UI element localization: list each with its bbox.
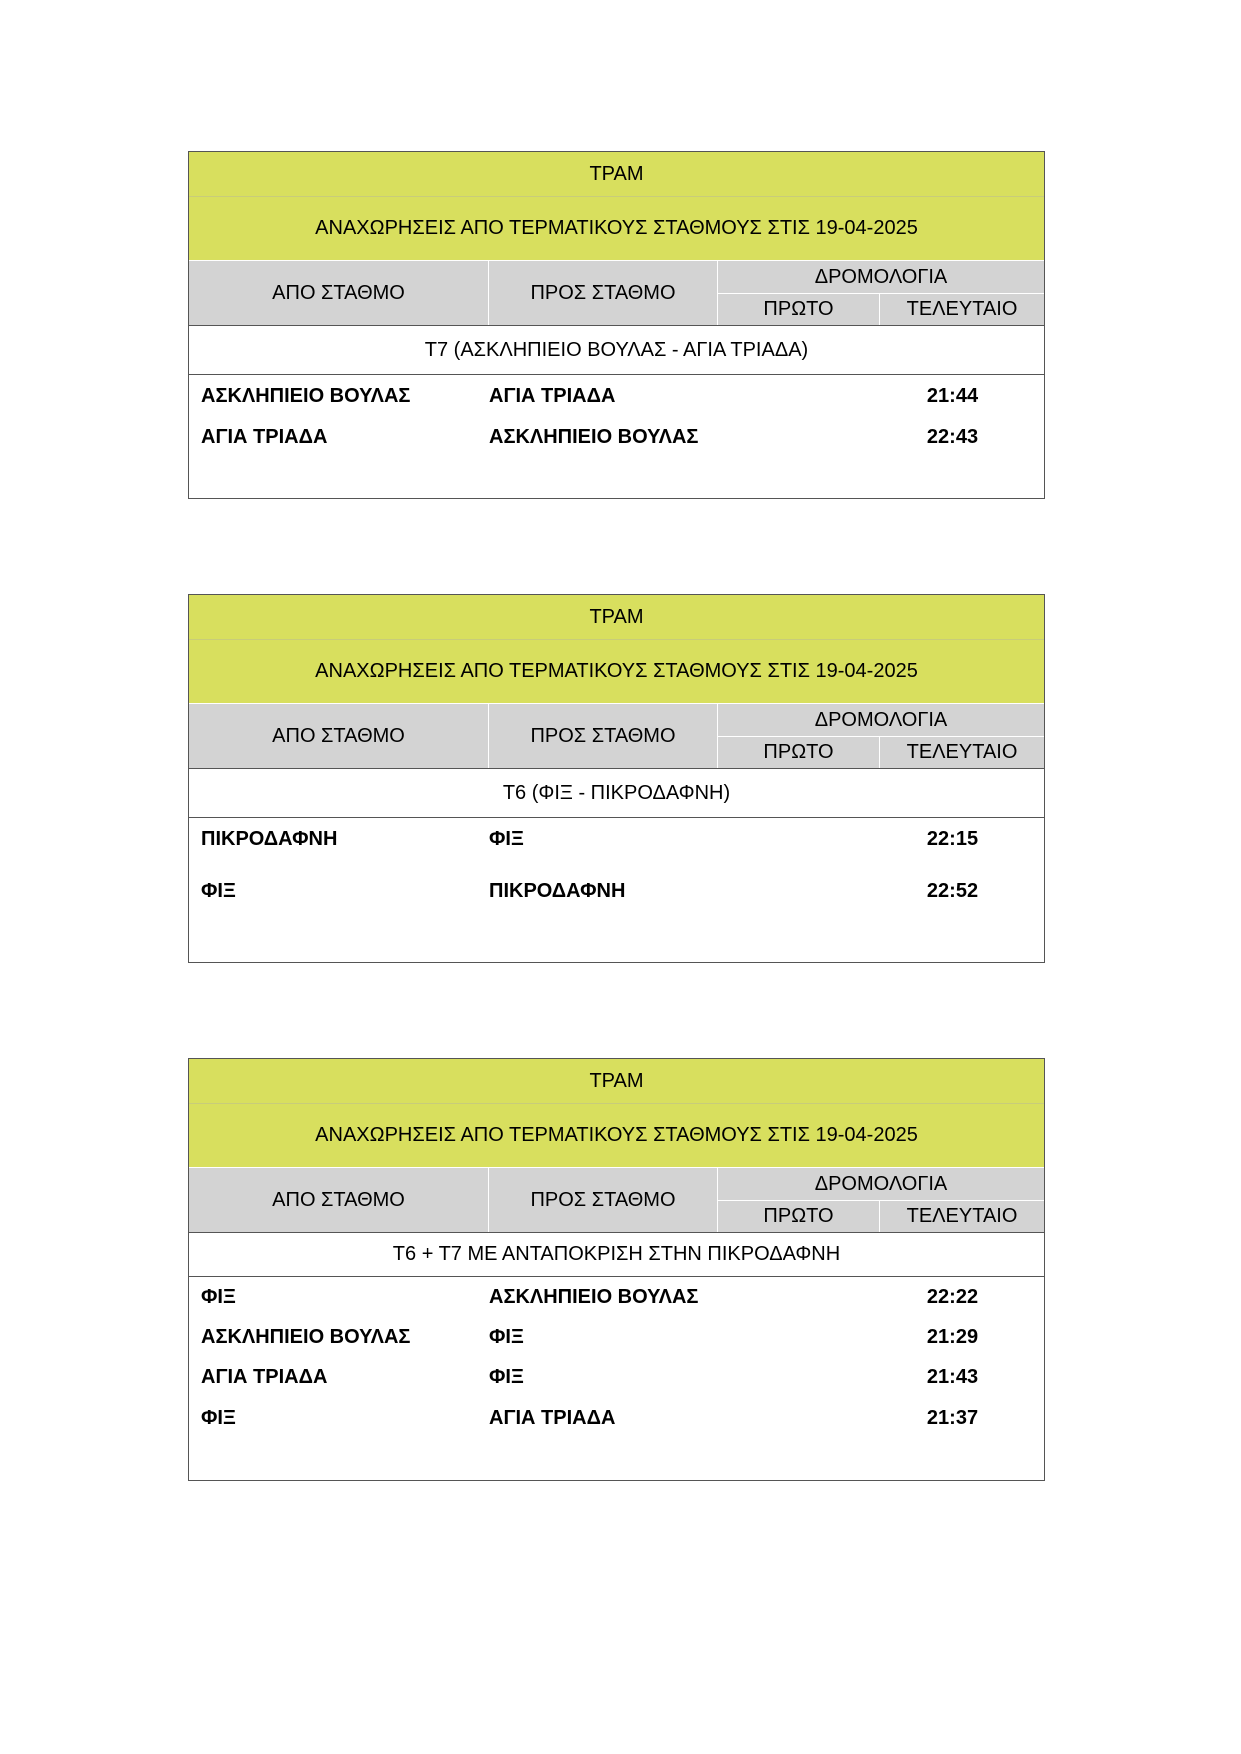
row-to: ΑΣΚΛΗΠΙΕΙΟ ΒΟΥΛΑΣ (489, 1285, 699, 1308)
table-row (189, 1317, 1044, 1357)
col-header-routes-group (718, 261, 1044, 325)
table-subtitle: ΑΝΑΧΩΡΗΣΕΙΣ ΑΠΟ ΤΕΡΜΑΤΙΚΟΥΣ ΣΤΑΘΜΟΥΣ ΣΤΙΣ 19-04-2025 (189, 197, 1044, 260)
row-last: 22:22 (926, 1285, 979, 1308)
col-header-to: ΠΡΟΣ ΣΤΑΘΜΟ (489, 261, 718, 325)
row-from: ΦΙΞ (201, 879, 236, 902)
route-name: Τ6 + Τ7 ΜΕ ΑΝΤΑΠΟΚΡΙΣΗ ΣΤΗΝ ΠΙΚΡΟΔΑΦΝΗ (189, 1232, 1044, 1277)
col-header-routes: ΔΡΟΜΟΛΟΓΙΑ (718, 1168, 1044, 1201)
table-subtitle: ΑΝΑΧΩΡΗΣΕΙΣ ΑΠΟ ΤΕΡΜΑΤΙΚΟΥΣ ΣΤΑΘΜΟΥΣ ΣΤΙΣ 19-04-2025 (189, 1104, 1044, 1167)
row-to: ΑΣΚΛΗΠΙΕΙΟ ΒΟΥΛΑΣ (489, 425, 699, 448)
row-to: ΑΓΙΑ ΤΡΙΑΔΑ (489, 384, 616, 407)
row-to: ΠΙΚΡΟΔΑΦΝΗ (489, 879, 626, 902)
row-to: ΦΙΞ (489, 827, 524, 850)
route-name: Τ6 (ΦΙΞ - ΠΙΚΡΟΔΑΦΝΗ) (189, 768, 1044, 818)
table-body (189, 818, 1044, 962)
col-header-routes-group (718, 1168, 1044, 1232)
table-body (189, 375, 1044, 498)
row-last: 21:44 (926, 384, 979, 407)
col-header-first: ΠΡΩΤΟ (718, 1201, 880, 1232)
row-last: 22:15 (926, 827, 979, 850)
table-row (189, 417, 1044, 457)
route-name: Τ7 (ΑΣΚΛΗΠΙΕΙΟ ΒΟΥΛΑΣ - ΑΓΙΑ ΤΡΙΑΔΑ) (189, 325, 1044, 375)
table-row (189, 1277, 1044, 1317)
col-header-first: ΠΡΩΤΟ (718, 737, 880, 768)
row-from: ΑΣΚΛΗΠΙΕΙΟ ΒΟΥΛΑΣ (201, 384, 411, 407)
col-header-from: ΑΠΟ ΣΤΑΘΜΟ (189, 1168, 489, 1232)
row-last: 22:43 (926, 425, 979, 448)
row-from: ΑΓΙΑ ΤΡΙΑΔΑ (201, 1366, 328, 1388)
col-header-last: ΤΕΛΕΥΤΑΙΟ (906, 741, 1018, 763)
col-header-routes: ΔΡΟΜΟΛΟΓΙΑ (718, 261, 1044, 294)
table-subtitle: ΑΝΑΧΩΡΗΣΕΙΣ ΑΠΟ ΤΕΡΜΑΤΙΚΟΥΣ ΣΤΑΘΜΟΥΣ ΣΤΙΣ 19-04-2025 (189, 640, 1044, 703)
col-header-from: ΑΠΟ ΣΤΑΘΜΟ (189, 704, 489, 768)
table-row (189, 375, 1044, 417)
row-from: ΦΙΞ (201, 1406, 236, 1429)
col-header-to: ΠΡΟΣ ΣΤΑΘΜΟ (489, 1168, 718, 1232)
row-from: ΑΣΚΛΗΠΙΕΙΟ ΒΟΥΛΑΣ (201, 1325, 411, 1348)
table-row (189, 860, 1044, 922)
row-last: 21:29 (926, 1325, 979, 1348)
table-title: ΤΡΑΜ (189, 595, 1044, 640)
col-header-routes: ΔΡΟΜΟΛΟΓΙΑ (718, 704, 1044, 737)
schedule-table-t6-t7 (188, 1058, 1045, 1481)
col-header-last: ΤΕΛΕΥΤΑΙΟ (906, 1205, 1018, 1227)
schedule-table-t7 (188, 151, 1045, 499)
row-to: ΦΙΞ (489, 1325, 524, 1348)
col-header-last: ΤΕΛΕΥΤΑΙΟ (906, 298, 1018, 320)
table-title: ΤΡΑΜ (189, 152, 1044, 197)
table-row (189, 1357, 1044, 1398)
col-header-routes-group (718, 704, 1044, 768)
row-last: 21:43 (926, 1366, 979, 1388)
row-to: ΑΓΙΑ ΤΡΙΑΔΑ (489, 1406, 616, 1429)
table-title: ΤΡΑΜ (189, 1059, 1044, 1104)
row-from: ΠΙΚΡΟΔΑΦΝΗ (201, 827, 338, 850)
column-headers (189, 260, 1044, 325)
schedule-table-t6 (188, 594, 1045, 963)
row-last: 22:52 (926, 879, 979, 902)
row-from: ΦΙΞ (201, 1285, 236, 1308)
col-header-from: ΑΠΟ ΣΤΑΘΜΟ (189, 261, 489, 325)
row-from: ΑΓΙΑ ΤΡΙΑΔΑ (201, 425, 328, 448)
column-headers (189, 1167, 1044, 1232)
table-row (189, 818, 1044, 860)
column-headers (189, 703, 1044, 768)
table-body (189, 1277, 1044, 1480)
col-header-to: ΠΡΟΣ ΣΤΑΘΜΟ (489, 704, 718, 768)
col-header-first: ΠΡΩΤΟ (718, 294, 880, 325)
table-row (189, 1398, 1044, 1438)
row-to: ΦΙΞ (489, 1366, 524, 1388)
row-last: 21:37 (926, 1406, 979, 1429)
